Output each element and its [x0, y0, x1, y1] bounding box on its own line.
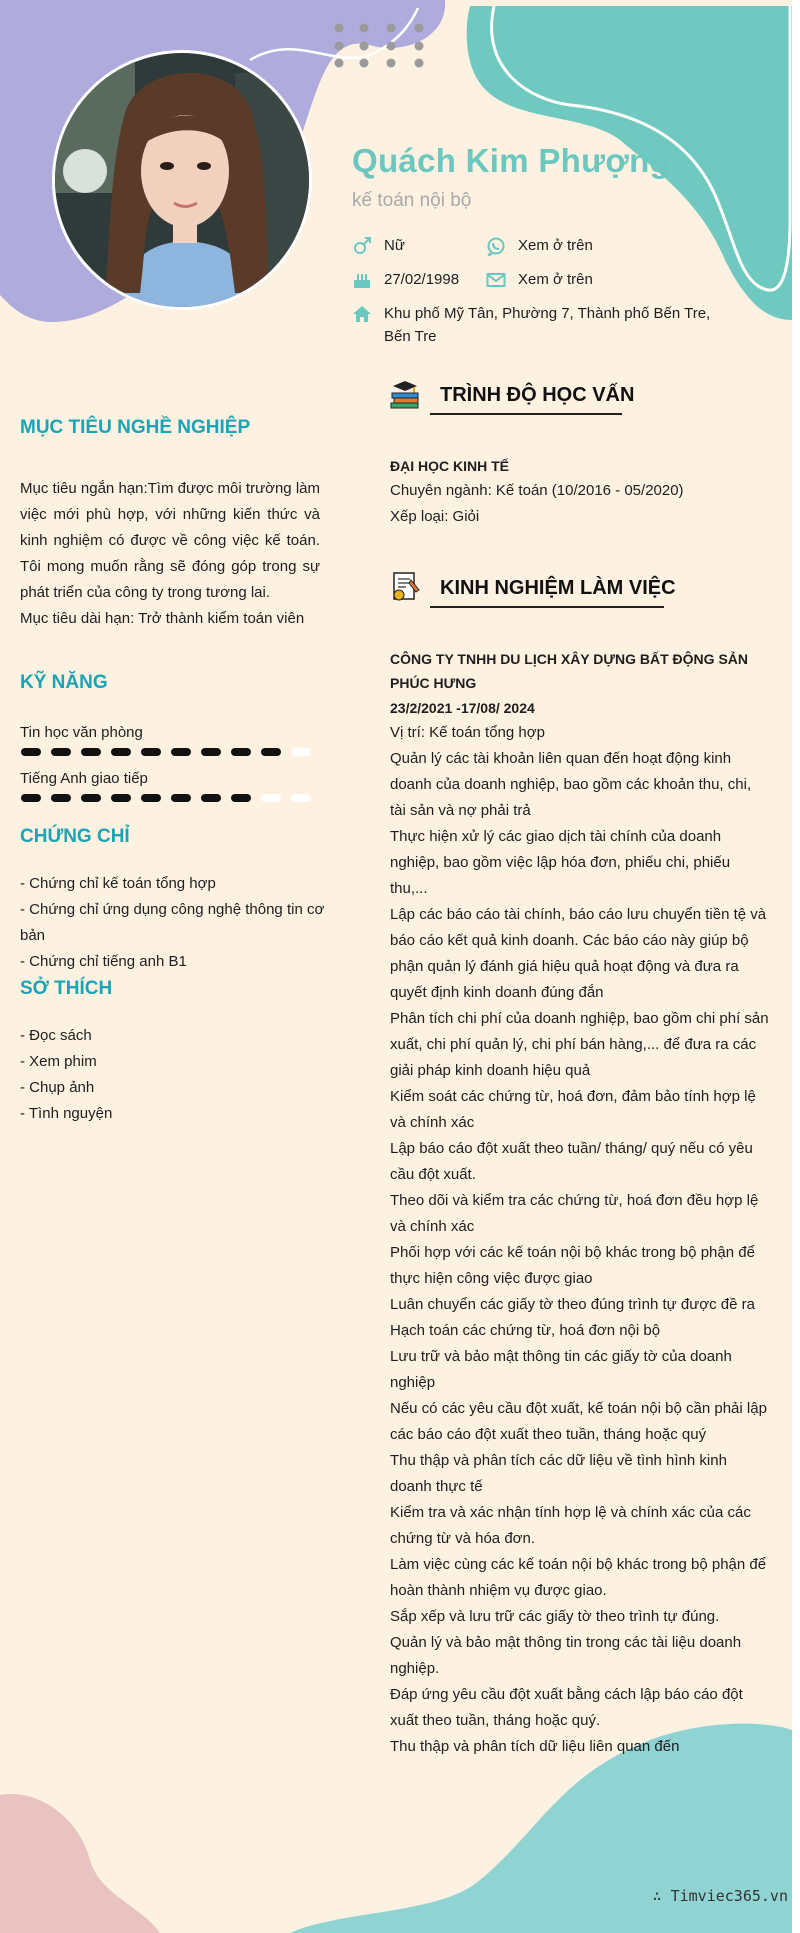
skill-name: Tin học văn phòng [20, 724, 143, 741]
experience-task: Lập báo cáo đột xuất theo tuần/ tháng/ quý nếu có yêu cầu đột xuất. [390, 1140, 753, 1183]
phone-value: Xem ở trên [518, 237, 593, 254]
certificates-heading: CHỨNG CHỈ [20, 826, 130, 847]
experience-period: 23/2/2021 -17/08/ 2024 [390, 700, 535, 716]
experience-task: Kiểm tra và xác nhận tính hợp lệ và chính xác của các chứng từ và hóa đơn. [390, 1504, 751, 1547]
skill-dash-filled [201, 794, 221, 802]
certificate-icon [388, 570, 422, 604]
skill-dash-empty [261, 794, 281, 802]
address-info [352, 302, 752, 348]
hobby-item: - Đọc sách [20, 1027, 92, 1044]
skill-dash-filled [21, 748, 41, 756]
experience-task: Lưu trữ và bảo mật thông tin các giấy tờ của doanh nghiệp [390, 1348, 732, 1391]
address-line-2: Bến Tre [384, 328, 437, 345]
experience-task: Phối hợp với các kế toán nội bộ khác trong bộ phận để thực hiện công việc được giao [390, 1244, 755, 1287]
skill-dash-filled [231, 748, 251, 756]
pink-blob [0, 1794, 160, 1933]
education-major: Chuyên ngành: Kế toán (10/2016 - 05/2020) [390, 482, 684, 499]
experience-task: Thực hiện xử lý các giao dịch tài chính của doanh nghiệp, bao gồm việc lập hóa đơn, phiếu chi, phiếu thu,... [390, 828, 731, 897]
books-icon [388, 378, 422, 412]
skill-dash-filled [111, 794, 131, 802]
skill-level-bar [20, 791, 320, 805]
certificate-item: - Chứng chỉ kế toán tổng hợp [20, 875, 216, 892]
education-school: ĐẠI HỌC KINH TẾ [390, 458, 509, 474]
job-title: kế toán nội bộ [352, 190, 472, 211]
experience-position: Vị trí: Kế toán tổng hợp [390, 724, 545, 741]
timviec-logo: ∴ Timviec365.vn [652, 1887, 788, 1905]
experience-task: Thu thập và phân tích các dữ liệu về tình hình kinh doanh thực tế [390, 1452, 727, 1495]
experience-heading-underline [430, 606, 664, 608]
experience-task: Đáp ứng yêu cầu đột xuất bằng cách lập báo cáo đột xuất theo tuần, tháng hoặc quý. [390, 1686, 743, 1729]
envelope-icon [486, 270, 506, 290]
experience-task: Quản lý các tài khoản liên quan đến hoạt động kinh doanh của doanh nghiệp, bao gồm các khoản thu, chi, tài sản và nợ phải trả [390, 750, 752, 819]
phone-icon [486, 236, 506, 256]
skills-heading: KỸ NĂNG [20, 672, 108, 693]
skill-dash-filled [141, 794, 161, 802]
skill-level-bar [20, 745, 320, 759]
skill-dash-filled [231, 794, 251, 802]
address-line-1: Khu phố Mỹ Tân, Phường 7, Thành phố Bến Tre, [384, 305, 711, 322]
experience-task: Quản lý và bảo mật thông tin trong các tài liệu doanh nghiệp. [390, 1634, 742, 1677]
birthday-value: 27/02/1998 [384, 271, 460, 288]
candidate-name: Quách Kim Phượng [352, 142, 671, 179]
cake-icon [352, 270, 372, 290]
gender-icon [352, 236, 372, 256]
experience-company: CÔNG TY TNHH DU LỊCH XÂY DỰNG BẤT ĐỘNG SẢN PHÚC HƯNG [390, 651, 748, 691]
experience-heading [440, 577, 676, 600]
education-heading-text: TRÌNH ĐỘ HỌC VẤN [440, 384, 635, 406]
hobby-item: - Tình nguyện [20, 1105, 113, 1122]
objective-heading: MỤC TIÊU NGHỀ NGHIỆP [20, 417, 251, 438]
experience-task: Kiểm soát các chứng từ, hoá đơn, đảm bảo tính hợp lệ và chính xác [390, 1088, 756, 1131]
gender-value: Nữ [384, 237, 405, 254]
skill-dash-filled [171, 794, 191, 802]
experience-task: Theo dõi và kiểm tra các chứng từ, hoá đơn đều hợp lệ và chính xác [390, 1192, 759, 1235]
experience-task: Làm việc cùng các kế toán nội bộ khác trong bộ phận để hoàn thành nhiệm vụ được giao. [390, 1556, 767, 1599]
experience-heading-text: KINH NGHIỆM LÀM VIỆC [440, 577, 676, 599]
skill-dash-empty [291, 794, 311, 802]
hobby-item: - Chụp ảnh [20, 1079, 95, 1096]
skill-dash-filled [81, 748, 101, 756]
skill-dash-filled [141, 748, 161, 756]
hobby-item: - Xem phim [20, 1053, 97, 1070]
experience-task: Sắp xếp và lưu trữ các giấy tờ theo trình tự đúng. [390, 1608, 720, 1625]
experience-tasks [390, 746, 770, 1760]
skill-dash-filled [81, 794, 101, 802]
experience-task: Nếu có các yêu cầu đột xuất, kế toán nội bộ cần phải lập các báo cáo đột xuất theo tuần, tháng hoặc quý [390, 1400, 767, 1443]
experience-task: Hạch toán các chứng từ, hoá đơn nội bộ [390, 1322, 661, 1339]
skill-dash-empty [291, 748, 311, 756]
experience-task: Thu thập và phân tích dữ liệu liên quan đến [390, 1738, 680, 1755]
skill-dash-filled [51, 794, 71, 802]
skill-dash-filled [261, 748, 281, 756]
home-icon [352, 304, 372, 324]
skill-name: Tiếng Anh giao tiếp [20, 770, 148, 787]
skill-dash-filled [171, 748, 191, 756]
experience-task: Lập các báo cáo tài chính, báo cáo lưu chuyển tiền tệ và báo cáo kết quả kinh doanh. Các báo cáo này giúp bộ phận quản lý đánh giá hiệu quả hoạt động và đưa ra quyết định kinh doanh đúng đắn [390, 906, 767, 1001]
avatar [52, 50, 312, 310]
objective-long-term: Mục tiêu dài hạn: Trở thành kiểm toán viên [20, 610, 305, 627]
experience-task: Phân tích chi phí của doanh nghiệp, bao gồm chi phí sản xuất, chi phí quản lý, chi phí bán hàng,... để đưa ra các giải pháp kinh doanh hiệu quả [390, 1010, 769, 1079]
certificate-item: - Chứng chỉ tiếng anh B1 [20, 953, 187, 970]
education-heading [440, 384, 634, 407]
avatar-portrait [55, 53, 312, 310]
skill-dash-filled [51, 748, 71, 756]
objective-short-term: Mục tiêu ngắn hạn:Tìm được môi trường làm việc mới phù hợp, với những kiến thức và kinh nghiệm có được về công việc kế toán. Tôi mong muốn rằng sẽ đóng góp trong sự phát triển của công ty trong tương lai. [20, 480, 320, 601]
hobbies-heading: SỞ THÍCH [20, 978, 113, 999]
experience-task: Luân chuyển các giấy tờ theo đúng trình tự được đề ra [390, 1296, 755, 1313]
skill-dash-filled [201, 748, 221, 756]
skill-dash-filled [21, 794, 41, 802]
email-value: Xem ở trên [518, 271, 593, 288]
education-heading-underline [430, 413, 622, 415]
skill-dash-filled [111, 748, 131, 756]
logo-text: Timviec365.vn [670, 1887, 788, 1905]
certificate-item: - Chứng chỉ ứng dụng công nghệ thông tin cơ bản [20, 901, 325, 944]
education-grade: Xếp loại: Giỏi [390, 508, 480, 525]
